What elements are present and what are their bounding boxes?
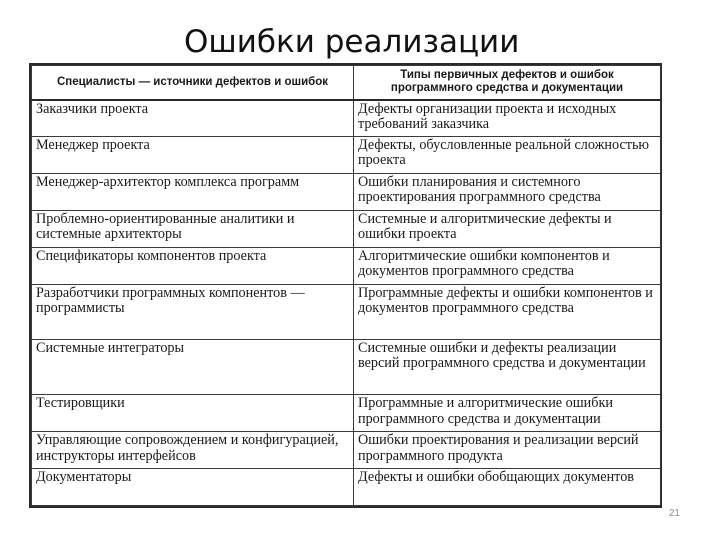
defects-cell: Дефекты организации проекта и исходных требований заказчика (354, 100, 661, 137)
table-row (32, 100, 661, 137)
specialist-cell: Документаторы (32, 469, 354, 506)
table-row (32, 432, 661, 469)
specialist-cell: Проблемно-ориентированные аналитики и системные архитекторы (32, 210, 354, 247)
column-header-defect-types: Типы первичных дефектов и ошибок программного средства и документации (354, 66, 661, 100)
column-header-specialists: Специалисты — источники дефектов и ошибок (32, 66, 354, 100)
defects-table (31, 65, 661, 506)
specialist-cell: Спецификаторы компонентов проекта (32, 247, 354, 284)
defects-cell: Дефекты и ошибки обобщающих документов (354, 469, 661, 506)
defects-cell: Программные дефекты и ошибки компонентов и документов программного средства (354, 284, 661, 339)
specialist-cell: Разработчики программных компонентов — программисты (32, 284, 354, 339)
table-row (32, 339, 661, 394)
table-header-row (32, 66, 661, 100)
defects-table-frame (29, 63, 662, 508)
specialist-cell: Менеджер-архитектор комплекса программ (32, 173, 354, 210)
table-row (32, 173, 661, 210)
slide-title: Ошибки реализации (184, 24, 520, 60)
table-row (32, 136, 661, 173)
defects-cell: Ошибки планирования и системного проектирования программного средства (354, 173, 661, 210)
table-row (32, 469, 661, 506)
defects-cell: Дефекты, обусловленные реальной сложностью проекта (354, 136, 661, 173)
table-row (32, 284, 661, 339)
table-row (32, 210, 661, 247)
defects-cell: Алгоритмические ошибки компонентов и документов программного средства (354, 247, 661, 284)
specialist-cell: Управляющие сопровождением и конфигурацией, инструкторы интерфейсов (32, 432, 354, 469)
table-row (32, 247, 661, 284)
defects-cell: Системные ошибки и дефекты реализации версий программного средства и документации (354, 339, 661, 394)
defects-cell: Системные и алгоритмические дефекты и ошибки проекта (354, 210, 661, 247)
specialist-cell: Заказчики проекта (32, 100, 354, 137)
specialist-cell: Тестировщики (32, 395, 354, 432)
defects-cell: Ошибки проектирования и реализации версий программного продукта (354, 432, 661, 469)
specialist-cell: Менеджер проекта (32, 136, 354, 173)
defects-cell: Программные и алгоритмические ошибки программного средства и документации (354, 395, 661, 432)
page-number: 21 (668, 508, 680, 519)
specialist-cell: Системные интеграторы (32, 339, 354, 394)
table-row (32, 395, 661, 432)
